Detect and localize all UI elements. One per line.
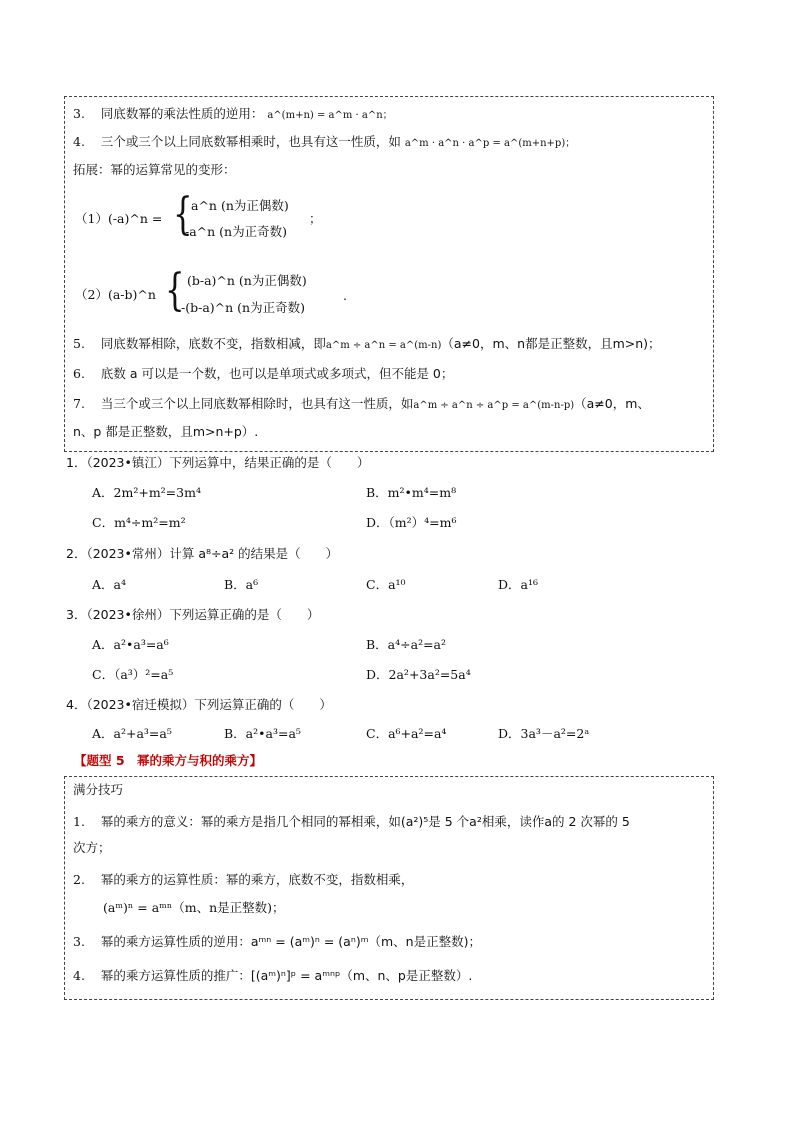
section-heading: 【题型 5 幂的乘方与积的乘方】 (74, 753, 263, 768)
property-item-7-cont: n、p 都是正整数，且m>n+p）. (73, 424, 259, 439)
q3-option-d[interactable]: D．2a²+3a²=5a⁴ (366, 667, 471, 682)
property-item-6: 6. 底数 a 可以是一个数，也可以是单项式或多项式，但不能是 0； (73, 366, 454, 381)
q3-option-c[interactable]: C．（a³）²=a⁵ (92, 667, 174, 682)
case-2-label: （2）(a-b)^n (75, 287, 156, 302)
q2-option-c[interactable]: C．a¹⁰ (366, 577, 406, 592)
q1-option-c[interactable]: C．m⁴÷m²=m² (92, 515, 186, 530)
tip-item-3: 3. 幂的乘方运算性质的逆用：aᵐⁿ = (aᵐ)ⁿ = (aⁿ)ᵐ（m、n是正整数)； (73, 934, 481, 949)
formula: a^m · a^n · a^p = a^(m+n+p)； (404, 138, 576, 149)
q4-option-c[interactable]: C．a⁶+a²=a⁴ (366, 726, 447, 741)
case-1-label: （1）(-a)^n = (75, 211, 163, 226)
tip-item-1: 1. 幂的乘方的意义：幂的乘方是指几个相同的幂相乘，如(a²)⁵是 5 个a²相乘，读作a的 2 次幂的 5 (73, 814, 630, 829)
q1-option-b[interactable]: B．m²•m⁴=m⁸ (366, 485, 457, 500)
tips-box (64, 776, 714, 1000)
q1-option-a[interactable]: A．2m²+m²=3m⁴ (92, 485, 201, 500)
q4-option-a[interactable]: A．a²+a³=a⁵ (92, 726, 172, 741)
case-1-end: ； (309, 211, 322, 226)
q3-option-b[interactable]: B．a⁴÷a²=a² (366, 637, 447, 652)
q2-option-d[interactable]: D．a¹⁶ (498, 577, 538, 592)
formula: a^m ÷ a^n = a^(m-n) (325, 340, 442, 351)
q2-option-a[interactable]: A．a⁴ (92, 577, 126, 592)
formula: a^(m+n) = a^m · a^n； (267, 110, 393, 121)
case-2-top: (b-a)^n (n为正偶数) (187, 273, 307, 288)
q4-option-d[interactable]: D．3a³－a²=2ᵃ (498, 726, 590, 741)
q1-option-d[interactable]: D．（m²）⁴=m⁶ (366, 515, 457, 530)
case-1-top: a^n (n为正偶数) (191, 198, 289, 213)
question-1: 1．（2023•镇江）下列运算中，结果正确的是（ ） (66, 455, 370, 470)
tip-item-4: 4. 幂的乘方运算性质的推广：[(aᵐ)ⁿ]ᵖ = aᵐⁿᵖ（m、n、p是正整数）. (73, 968, 473, 983)
brace-icon: { (173, 189, 193, 240)
q2-option-b[interactable]: B．a⁶ (224, 577, 259, 592)
case-2-bottom: -(b-a)^n (n为正奇数) (181, 300, 305, 315)
case-2-end: . (343, 288, 347, 303)
property-item-5: 5. 同底数幂相除，底数不变，指数相减，即a^m ÷ a^n = a^(m-n)（a≠0，m、n都是正整数，且m>n)； (73, 336, 661, 351)
question-2: 2．（2023•常州）计算 a⁸÷a² 的结果是（ ） (66, 546, 339, 561)
formula: a^m ÷ a^n ÷ a^p = a^(m-n-p) (413, 400, 575, 411)
property-item-3: 3. 同底数幂的乘法性质的逆用： a^(m+n) = a^m · a^n； (73, 106, 393, 121)
tip-item-2-formula: (aᵐ)ⁿ = aᵐⁿ（m、n是正整数)； (103, 900, 285, 915)
properties-box (64, 96, 714, 452)
tips-title: 满分技巧 (73, 782, 124, 797)
q4-option-b[interactable]: B．a²•a³=a⁵ (224, 726, 301, 741)
question-4: 4．（2023•宿迁模拟）下列运算正确的（ ） (66, 697, 332, 712)
property-item-7: 7. 当三个或三个以上同底数幂相除时，也具有这一性质，如a^m ÷ a^n ÷ a^p = a^(m-n-p)（a≠0，m、 (73, 396, 650, 411)
extend-title: 拓展：幂的运算常见的变形： (73, 162, 236, 177)
property-item-4: 4. 三个或三个以上同底数幂相乘时，也具有这一性质，如 a^m · a^n · a^p = a^(m+n+p)； (73, 134, 576, 149)
tip-item-2: 2. 幂的乘方的运算性质：幂的乘方，底数不变，指数相乘， (73, 872, 414, 887)
tip-item-1-cont: 次方； (73, 840, 111, 855)
case-1-bottom: -a^n (n为正奇数) (185, 224, 287, 239)
question-3: 3．（2023•徐州）下列运算正确的是（ ） (66, 607, 320, 622)
q3-option-a[interactable]: A．a²•a³=a⁶ (92, 637, 169, 652)
brace-icon: { (165, 265, 185, 316)
